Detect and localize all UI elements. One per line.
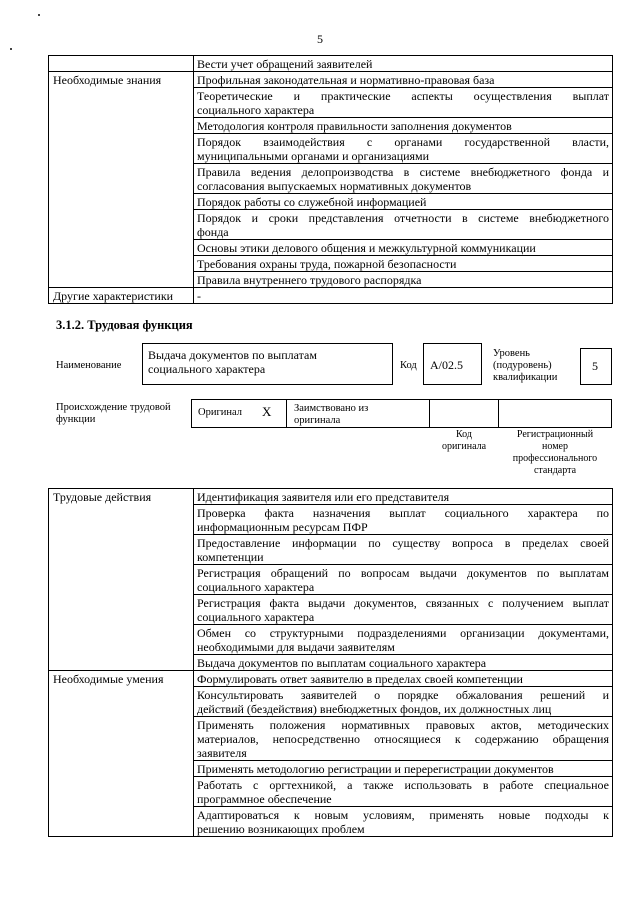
required-skills-label: Необходимые умения (49, 671, 194, 837)
qualification-level-label: Уровень (подуровень) квалификации (493, 348, 558, 383)
row-value: Формулировать ответ заявителю в пределах своей компетенции (194, 671, 613, 687)
labor-actions-table (48, 488, 613, 837)
row-value: Требования охраны труда, пожарной безопасности (194, 256, 613, 272)
row-value: Профильная законодательная и нормативно-правовая база (194, 72, 613, 88)
row-value: Консультировать заявителей о порядке обжалования решений и действий (бездействия) внебюджетных фондов, их должностных лиц (194, 687, 613, 717)
row-value: Выдача документов по выплатам социального характера (194, 655, 613, 671)
original-label: Оригинал (198, 407, 242, 418)
table-row (49, 72, 613, 88)
table-row (49, 288, 613, 304)
code-label: Код (400, 360, 417, 371)
row-value: Правила ведения делопроизводства в системе внебюджетного фонда и согласования выпускаемых нормативных документов (194, 164, 613, 194)
row-value: Вести учет обращений заявителей (194, 56, 613, 72)
row-value: Идентификация заявителя или его представителя (194, 489, 613, 505)
borrowed-label: Заимствовано из оригинала (294, 403, 369, 426)
qualification-level: 5 (592, 359, 598, 373)
other-characteristics-label: Другие характеристики (49, 288, 194, 304)
required-knowledge-label: Необходимые знания (49, 72, 194, 288)
row-value: Регистрация факта выдачи документов, связанных с получением выплат социального характера (194, 595, 613, 625)
table-row (49, 671, 613, 687)
row-value: Обмен со структурными подразделениями организации документами, необходимыми для выдачи заявителям (194, 625, 613, 655)
row-value: Применять методологию регистрации и перерегистрации документов (194, 761, 613, 777)
row-value: Правила внутреннего трудового распорядка (194, 272, 613, 288)
scan-speck (38, 14, 40, 16)
section-title: 3.1.2. Трудовая функция (56, 318, 193, 332)
row-value: Работать с оргтехникой, а также использовать в работе специальное программное обеспечение (194, 777, 613, 807)
row-label (49, 56, 194, 72)
row-value: Порядок работы со служебной информацией (194, 194, 613, 210)
name-label: Наименование (56, 360, 122, 371)
original-mark: X (262, 404, 272, 419)
registration-number-cell (498, 399, 612, 428)
row-value: Применять положения нормативных правовых актов, методических материалов, непосредственно относящиеся к содержанию обращения заявителя (194, 717, 613, 761)
knowledge-table (48, 55, 613, 304)
original-code-caption: Код оригинала (441, 429, 487, 452)
row-value: Основы этики делового общения и межкультурной коммуникации (194, 240, 613, 256)
origin-label: Происхождение трудовой функции (56, 402, 171, 425)
registration-number-caption: Регистрационный номер профессионального стандарта (512, 429, 598, 476)
table-row (49, 489, 613, 505)
row-value: Порядок и сроки представления отчетности в системе внебюджетного фонда (194, 210, 613, 240)
row-value: Проверка факта назначения выплат социального характера по информационным ресурсам ПФР (194, 505, 613, 535)
row-value: Предоставление информации по существу вопроса в пределах своей компетенции (194, 535, 613, 565)
row-value: Методология контроля правильности заполнения документов (194, 118, 613, 134)
page-number: 5 (317, 32, 323, 46)
function-name: Выдача документов по выплатам социального характера (148, 348, 317, 376)
row-value: Регистрация обращений по вопросам выдачи документов по выплатам социального характера (194, 565, 613, 595)
row-value: - (194, 288, 613, 304)
row-value: Порядок взаимодействия с органами государственной власти, муниципальными органами и организациями (194, 134, 613, 164)
labor-actions-label: Трудовые действия (49, 489, 194, 671)
table-row (49, 56, 613, 72)
scan-speck (10, 48, 12, 50)
original-code-cell (429, 399, 499, 428)
row-value: Адаптироваться к новым условиям, применять новые подходы к решению возникающих проблем (194, 807, 613, 837)
row-value: Теоретические и практические аспекты осуществления выплат социального характера (194, 88, 613, 118)
function-code: A/02.5 (430, 358, 463, 372)
